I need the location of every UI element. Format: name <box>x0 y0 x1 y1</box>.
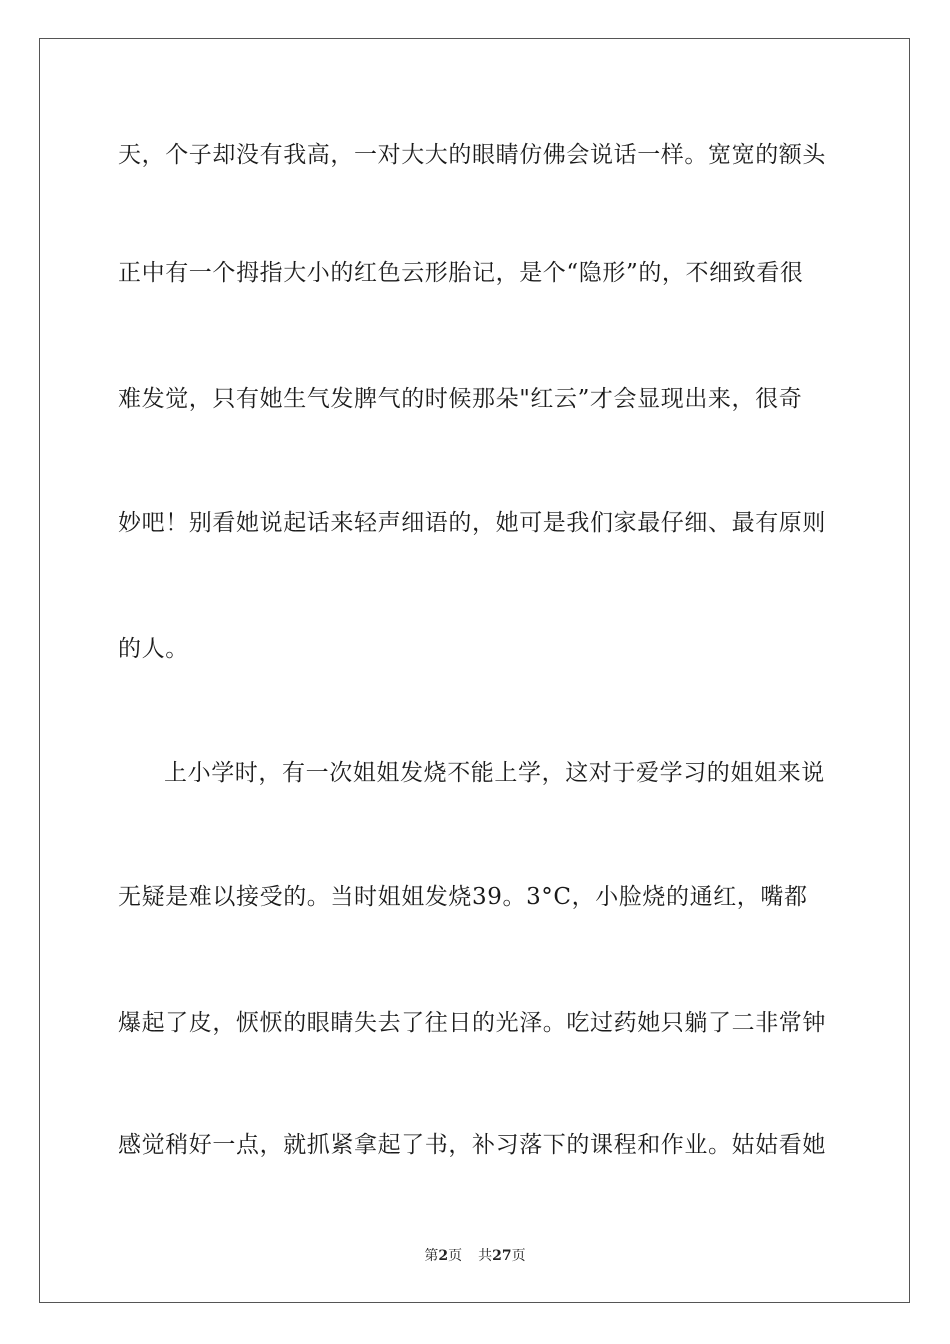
text-line: 难发觉，只有她生气发脾气的时候那朵"红云”才会显现出来，很奇 <box>118 386 803 412</box>
text-line: 上小学时，有一次姐姐发烧不能上学，这对于爱学习的姐姐来说 <box>164 760 825 786</box>
text-line: 无疑是难以接受的。当时姐姐发烧39。3°C，小脸烧的通红，嘴都 <box>118 884 808 910</box>
text-line: 爆起了皮，恹恹的眼睛失去了往日的光泽。吃过药她只躺了二非常钟 <box>118 1010 826 1036</box>
page-suffix: 页 <box>448 1248 463 1264</box>
total-suffix: 页 <box>511 1248 526 1264</box>
text-line: 天，个子却没有我高，一对大大的眼睛仿佛会说话一样。宽宽的额头 <box>118 142 826 168</box>
page-prefix: 第 <box>424 1248 439 1264</box>
text-line: 感觉稍好一点，就抓紧拿起了书，补习落下的课程和作业。姑姑看她 <box>118 1132 826 1158</box>
total-pages: 27 <box>492 1248 512 1264</box>
page-number: 2 <box>438 1248 449 1264</box>
page-border <box>39 38 910 1303</box>
page-footer <box>0 1247 950 1265</box>
total-prefix: 共 <box>478 1248 493 1264</box>
text-line: 妙吧！别看她说起话来轻声细语的，她可是我们家最仔细、最有原则 <box>118 510 826 536</box>
text-line: 的人。 <box>118 636 189 662</box>
text-line: 正中有一个拇指大小的红色云形胎记，是个“隐形”的，不细致看很 <box>118 260 804 286</box>
